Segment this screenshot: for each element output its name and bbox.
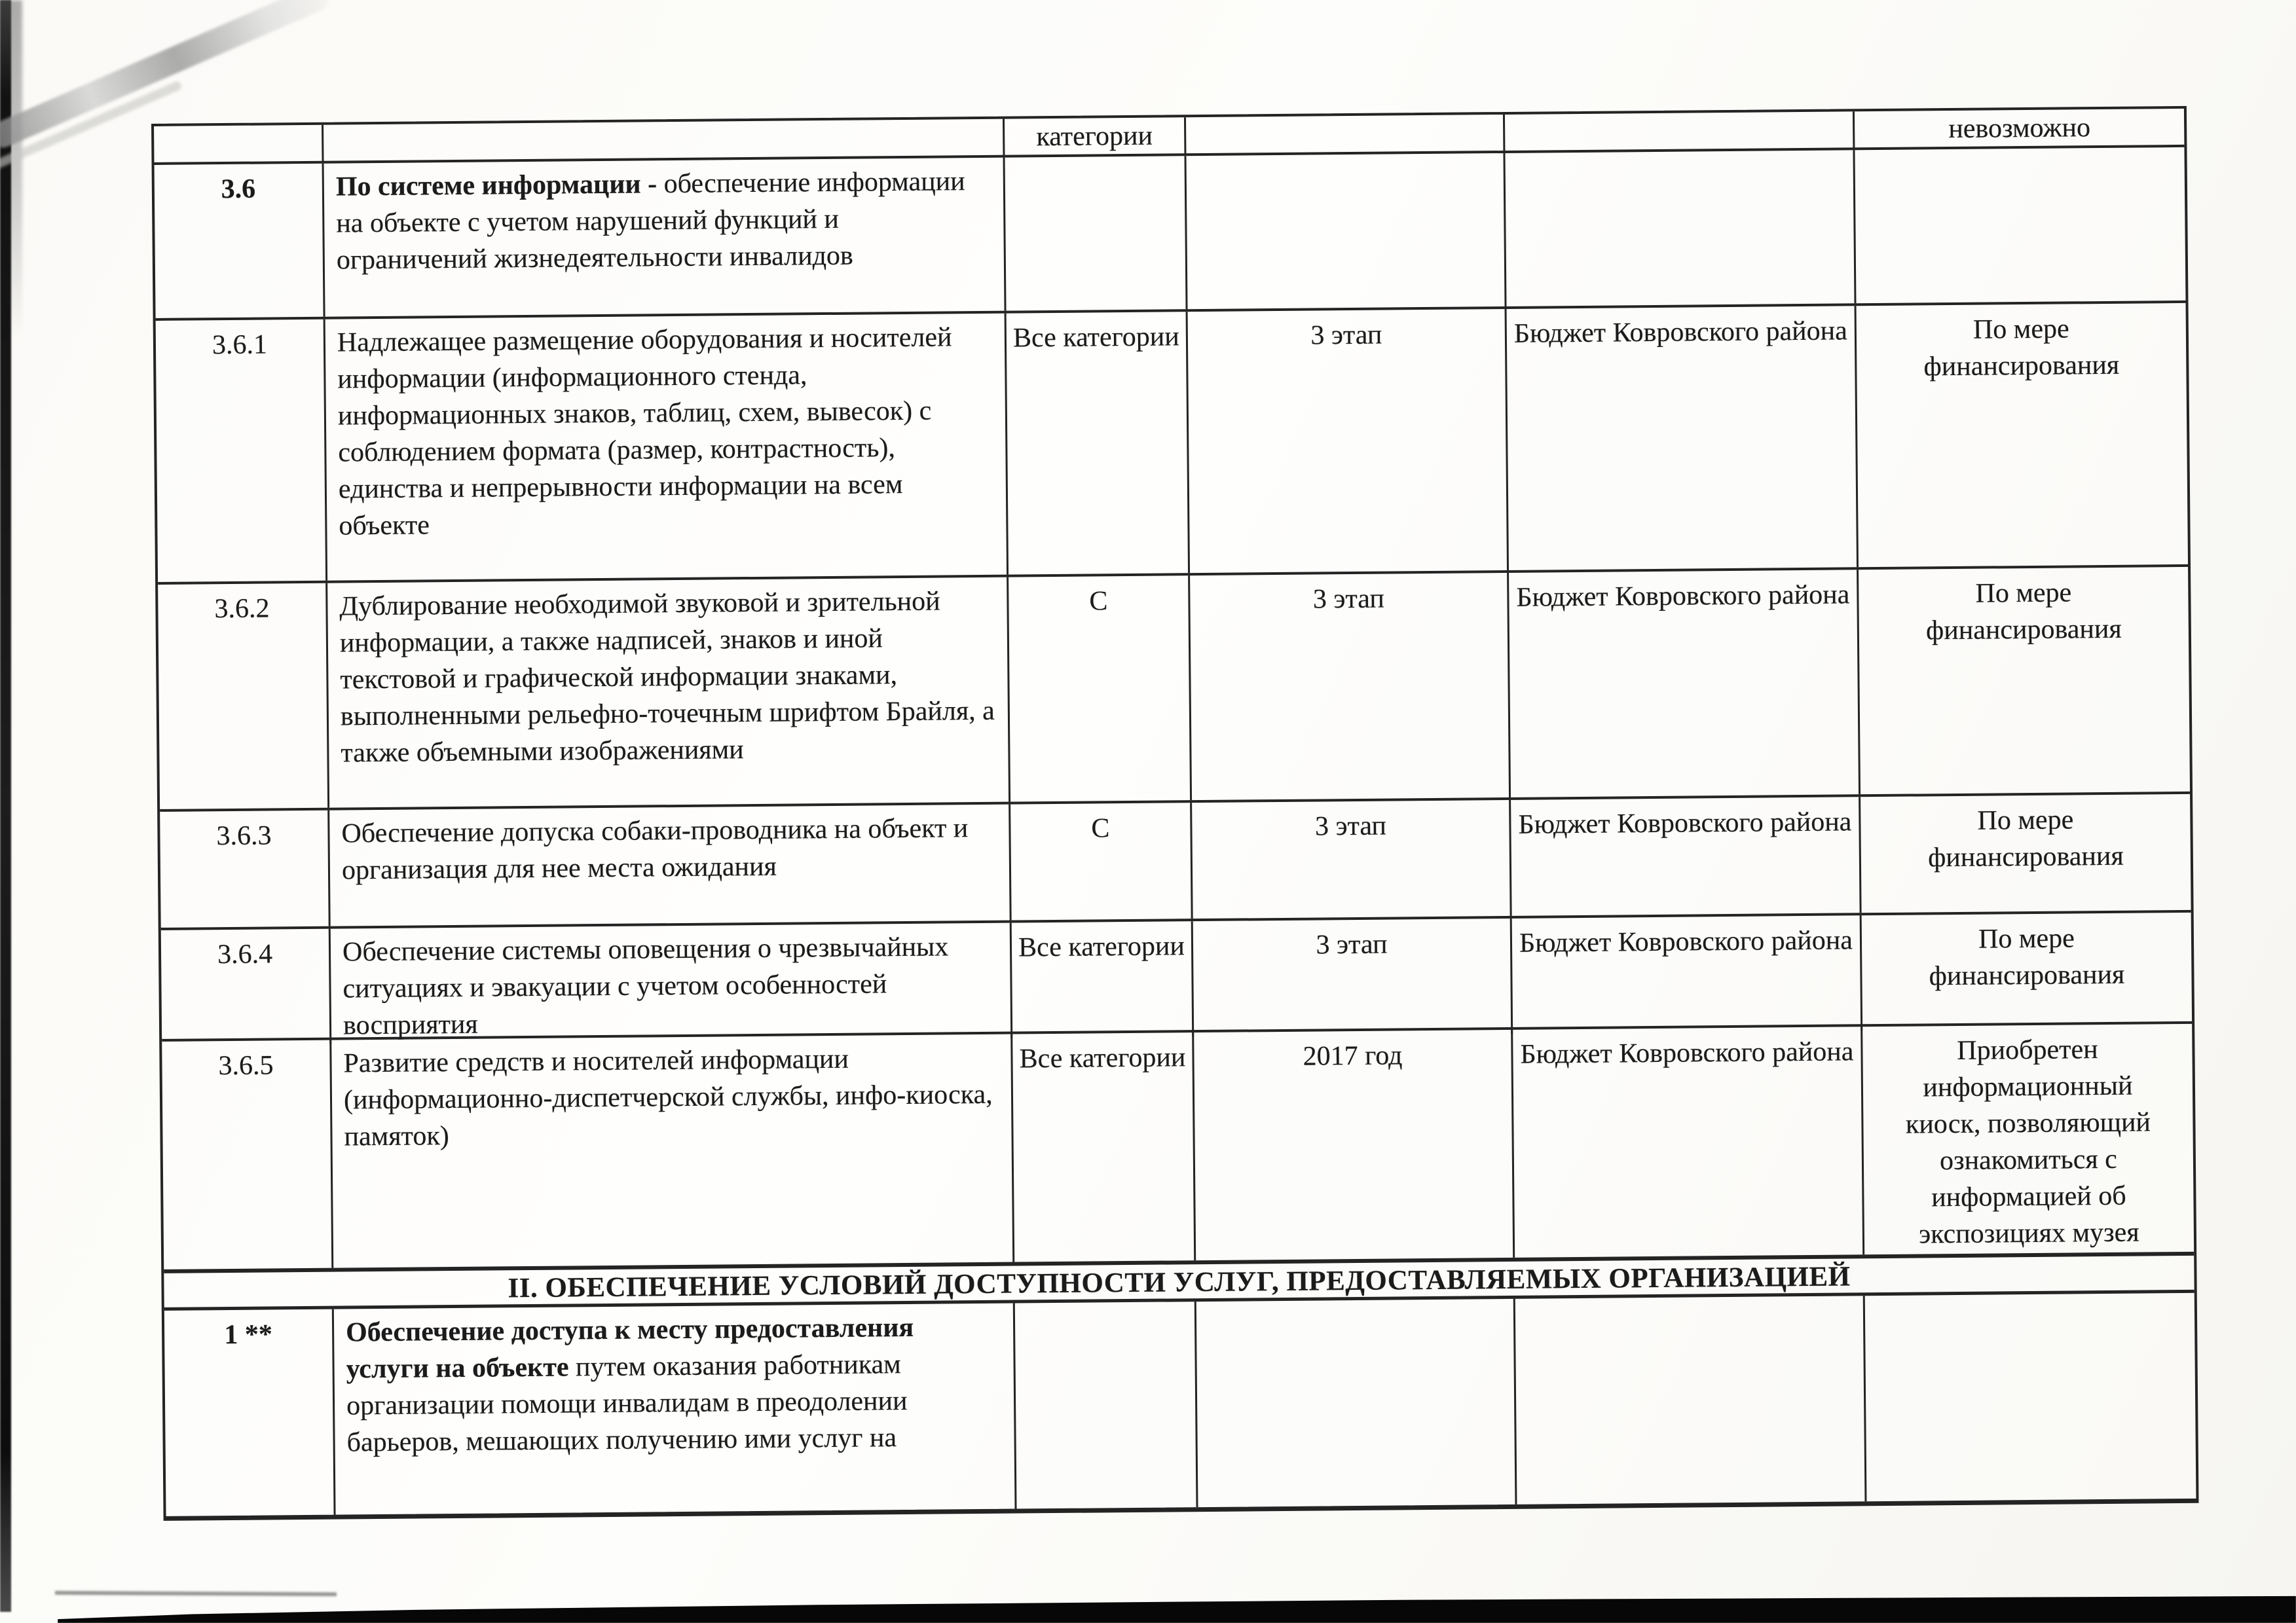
stage-cell: 3 этап	[1192, 800, 1512, 919]
stage-cell	[1186, 115, 1505, 154]
funding-source-cell: Бюджет Ковровского района	[1507, 306, 1859, 570]
table-row-3-6	[155, 147, 2186, 321]
funding-source-cell: Бюджет Ковровского района	[1509, 570, 1861, 797]
category-cell: С	[1010, 803, 1193, 920]
row-number-cell: 3.6	[155, 164, 325, 318]
table-row-3-6-5	[162, 1024, 2194, 1273]
stage-cell: 3 этап	[1188, 309, 1509, 573]
measure-description-text: Дублирование необходимой звуковой и зрительной информации, а также надписей, знаков и иной текстовой и графической информации знаками, выполненными рельефно-точечным шрифтом Брайля, а также объемными изображениями	[339, 586, 995, 769]
measure-description-cell	[331, 1034, 1014, 1268]
funding-source-cell: Бюджет Ковровского района	[1512, 915, 1863, 1034]
measure-description-text: путем оказания работникам организации помощи инвалидам в преодолении барьеров, мешающих получению ими услуг на	[346, 1349, 908, 1458]
measure-description-text: Обеспечение допуска собаки-проводника на объект и организация для нее места ожидания	[341, 813, 969, 886]
measure-description-bold: По системе информации -	[335, 169, 657, 202]
category-cell: Все категории	[1012, 1032, 1196, 1262]
note-cell	[1865, 1293, 2196, 1501]
scanner-bottom-shadow	[58, 1596, 2296, 1623]
table-row-1	[164, 1293, 2196, 1516]
funding-source-cell	[1505, 150, 1856, 306]
row-number-cell: 3.6.1	[156, 319, 327, 582]
stage-cell: 2017 год	[1194, 1030, 1515, 1260]
measure-description-cell	[325, 314, 1009, 581]
measure-description-cell	[329, 805, 1012, 926]
stage-cell: 3 этап	[1190, 573, 1511, 800]
note-cell: Приобретен информационный киоск, позволяющий ознакомиться с информацией об экспозициях музея	[1905, 1034, 2151, 1250]
row-number-cell	[154, 125, 324, 163]
category-cell: Все категории	[1012, 921, 1194, 1038]
table-row-3-6-3	[160, 794, 2191, 930]
row-number-cell: 3.6.5	[162, 1040, 333, 1269]
note-cell	[1855, 109, 2184, 148]
scanner-bottom-shadow-line	[55, 1591, 337, 1596]
category-cell	[1015, 1302, 1198, 1508]
note-cell: По мере финансирования	[1927, 805, 2124, 873]
measure-description-text: Надлежащее размещение оборудования и носителей информации (информационного стенда, информационных знаков, таблиц, схем, вывесок) с соблюдением формата (размер, контрастность), единства и непрерывности информации на всем объекте	[337, 322, 952, 541]
carryover-note-text: невозможно	[1948, 113, 2091, 145]
funding-source-cell	[1505, 111, 1855, 151]
carryover-category-text: категории	[1036, 120, 1153, 153]
category-cell	[1005, 117, 1186, 155]
funding-source-cell: Бюджет Ковровского района	[1513, 1027, 1864, 1258]
table-row-3-6-1	[156, 303, 2188, 585]
measure-description-cell	[334, 1304, 1017, 1515]
section-header-title: II. ОБЕСПЕЧЕНИЕ УСЛОВИЙ ДОСТУПНОСТИ УСЛУГ, ПРЕДОСТАВЛЯЕМЫХ ОРГАНИЗАЦИЕЙ	[508, 1261, 1851, 1304]
stage-cell	[1186, 153, 1506, 309]
accessibility-measures-table	[151, 106, 2199, 1521]
measure-description-bold: Обеспечение доступа к месту предоставления услуги на объекте	[345, 1312, 914, 1385]
note-cell: По мере финансирования	[1925, 577, 2122, 646]
category-cell: С	[1009, 575, 1192, 801]
stage-cell	[1196, 1299, 1517, 1507]
stage-cell: 3 этап	[1193, 919, 1513, 1036]
funding-source-cell: Бюджет Ковровского района	[1511, 797, 1862, 916]
measure-description-text: Развитие средств и носителей информации (информационно-диспетчерской службы, инфо-киоска, памяток)	[343, 1044, 993, 1152]
measure-description-cell	[324, 119, 1005, 162]
measure-description-text: обеспечение информации на объекте с учетом нарушений функций и ограничений жизнедеятельности инвалидов	[336, 166, 965, 276]
row-number-cell: 1 **	[164, 1309, 336, 1516]
row-number-cell: 3.6.2	[158, 583, 329, 809]
measure-description-cell	[324, 158, 1007, 317]
note-cell: По мере финансирования	[1923, 314, 2120, 382]
measure-description-text: Обеспечение системы оповещения о чрезвычайных ситуациях и эвакуации с учетом особенностей восприятия	[342, 932, 949, 1041]
category-cell: Все категории	[1007, 312, 1190, 574]
funding-source-cell	[1515, 1296, 1867, 1504]
note-cell	[1855, 147, 2185, 303]
measure-description-cell	[331, 923, 1012, 1044]
measure-description-cell	[327, 577, 1010, 808]
note-cell: По мере финансирования	[1929, 923, 2125, 992]
table-row-3-6-2	[158, 567, 2190, 812]
row-number-cell: 3.6.3	[160, 811, 331, 928]
category-cell	[1005, 156, 1188, 310]
table-row-3-6-4	[161, 913, 2192, 1042]
row-number-cell: 3.6.4	[161, 929, 332, 1046]
scanner-left-edge-shadow	[0, 0, 11, 1612]
